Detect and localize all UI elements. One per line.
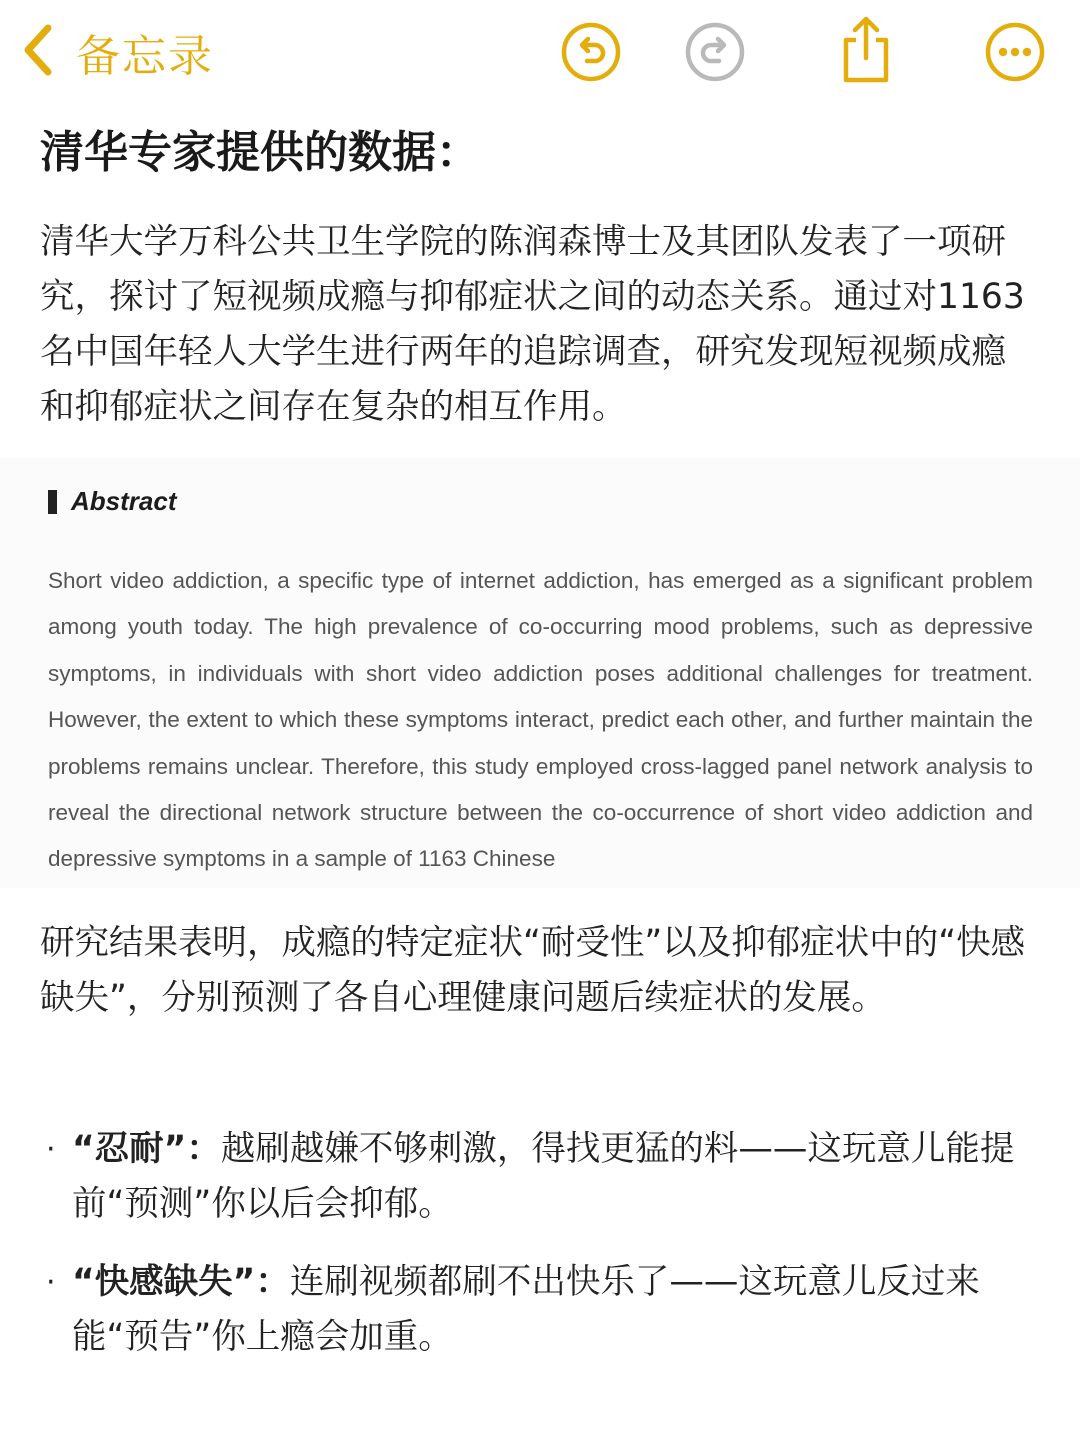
bullet-dot: · bbox=[46, 1265, 56, 1300]
toolbar bbox=[0, 0, 1080, 110]
abstract-heading bbox=[48, 486, 176, 517]
abstract-heading-bar bbox=[48, 490, 57, 514]
bullet-description: 越刷越嫌不够刺激，得找更猛的料——这玩意儿能提前“预测”你以后会抑郁。 bbox=[72, 1129, 1015, 1224]
more-icon bbox=[983, 20, 1047, 84]
bullet-term: “忍耐”： bbox=[72, 1129, 221, 1169]
bullet-term: “快感缺失”： bbox=[72, 1262, 290, 1302]
abstract-image bbox=[0, 458, 1080, 888]
more-button[interactable] bbox=[983, 20, 1047, 84]
chevron-left-icon bbox=[18, 22, 58, 82]
redo-icon bbox=[683, 20, 747, 84]
abstract-heading-text: Abstract bbox=[71, 486, 177, 516]
list-item bbox=[40, 1255, 1040, 1365]
list-item bbox=[40, 1122, 1040, 1232]
redo-button[interactable] bbox=[683, 20, 747, 84]
results-paragraph: 研究结果表明，成瘾的特定症状“耐受性”以及抑郁症状中的“快感缺失”，分别预测了各自心理健康问题后续症状的发展。 bbox=[40, 923, 1026, 1018]
bullet-text bbox=[72, 1122, 1040, 1232]
bullet-description: 连刷视频都刷不出快乐了——这玩意儿反过来能“预告”你上瘾会加重。 bbox=[72, 1262, 980, 1357]
bullet-dot: · bbox=[46, 1132, 56, 1167]
back-label: 备忘录 bbox=[76, 31, 214, 82]
note-title: 清华专家提供的数据： bbox=[40, 127, 480, 178]
abstract-body: Short video addiction, a specific type of internet addiction, has emerged as a significant problem among youth today. The high prevalence of co-occurring mood problems, such as depressive symptoms, in individuals with short video addiction poses additional challenges for treatment. However, the extent to which these symptoms interact, predict each other, and further maintain the problems remains unclear. Therefore, this study employed cross-lagged panel network analysis to reveal the directional network structure between the co-occurrence of short video addiction and depressive symptoms in a sample of 1163 Chinese bbox=[48, 568, 1033, 872]
share-icon bbox=[834, 14, 898, 86]
back-button[interactable] bbox=[18, 22, 214, 82]
intro-paragraph: 清华大学万科公共卫生学院的陈润森博士及其团队发表了一项研究，探讨了短视频成瘾与抑郁症状之间的动态关系。通过对1163名中国年轻人大学生进行两年的追踪调查，研究发现短视频成瘾和抑郁症状之间存在复杂的相互作用。 bbox=[40, 222, 1025, 427]
undo-icon bbox=[559, 20, 623, 84]
undo-button[interactable] bbox=[559, 20, 623, 84]
share-button[interactable] bbox=[834, 14, 898, 78]
bullet-text bbox=[72, 1255, 1040, 1365]
